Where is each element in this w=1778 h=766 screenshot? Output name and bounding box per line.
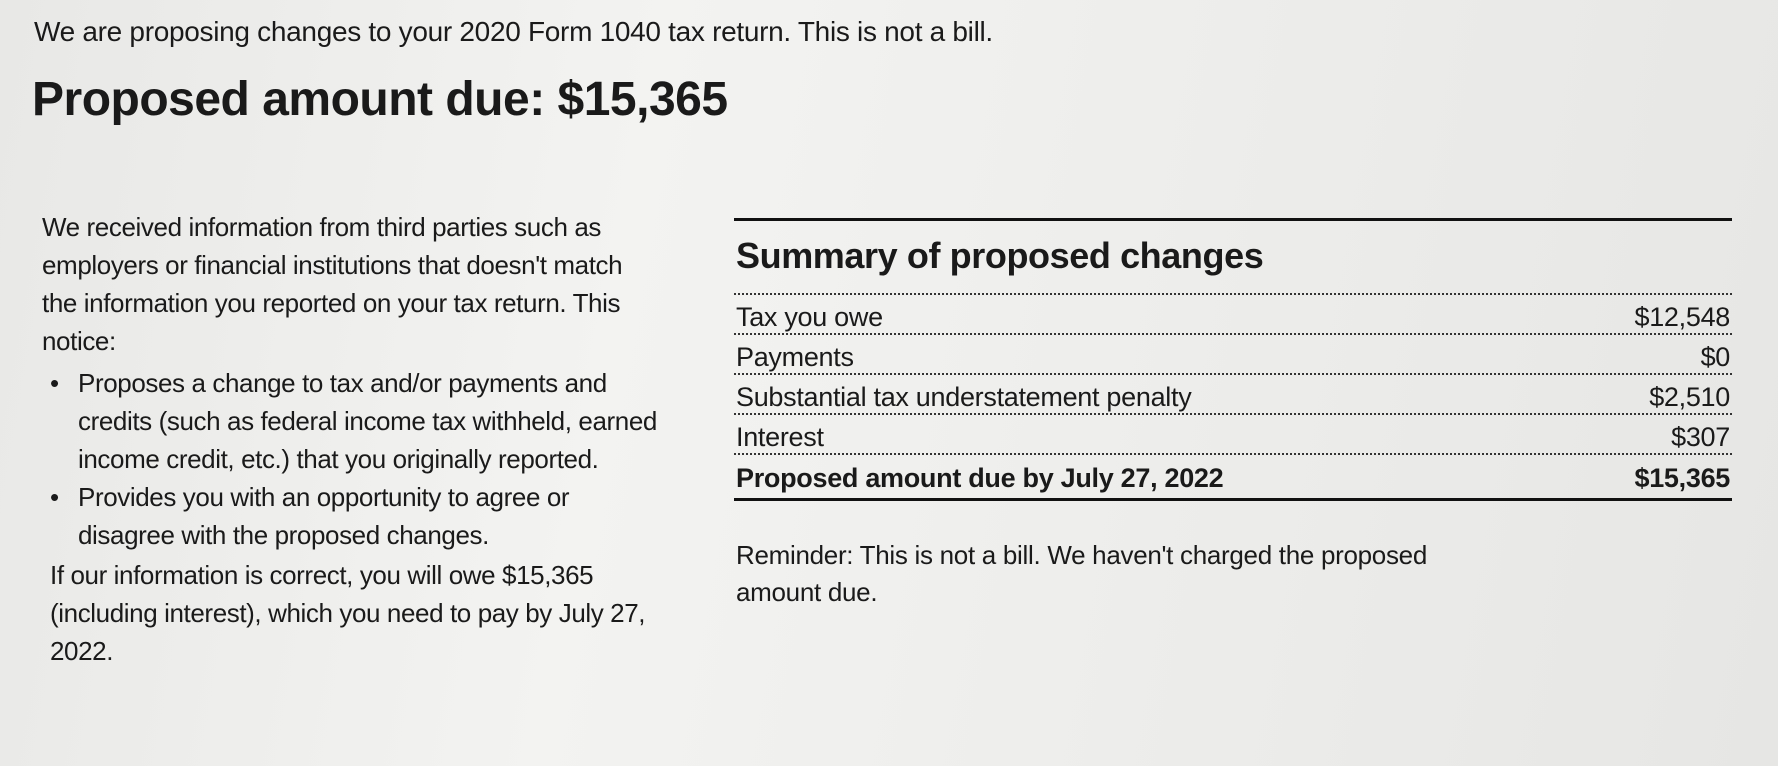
summary-top-rule (734, 218, 1732, 221)
bullet-dot-icon: • (50, 368, 59, 398)
explanation-section (42, 208, 662, 670)
explanation-paragraph: We received information from third parties such as employers or financial institutions that doesn't match the information you reported on your tax return. This notice: (42, 212, 623, 356)
summary-row (734, 335, 1732, 375)
summary-row-amount: $12,548 (1634, 302, 1730, 332)
summary-row-label: Payments (736, 342, 854, 372)
explanation-bullet-text: Provides you with an opportunity to agree or disagree with the proposed changes. (78, 482, 570, 550)
summary-row-label: Substantial tax understatement penalty (736, 382, 1192, 412)
summary-row-amount: $307 (1671, 422, 1730, 452)
explanation-bullet-list (42, 364, 662, 554)
summary-row (734, 375, 1732, 415)
summary-row-label: Tax you owe (736, 302, 883, 332)
notice-intro: We are proposing changes to your 2020 Form 1040 tax return. This is not a bill. (34, 16, 993, 47)
summary-reminder: Reminder: This is not a bill. We haven't charged the proposed amount due. (736, 540, 1427, 607)
summary-section (734, 218, 1732, 611)
summary-table (734, 293, 1732, 501)
explanation-closing: If our information is correct, you will owe $15,365 (including interest), which you need to pay by July 27, 2022. (50, 560, 646, 666)
summary-row (734, 415, 1732, 455)
proposed-amount-headline: Proposed amount due: $15,365 (32, 73, 728, 126)
summary-total-row (734, 455, 1732, 501)
summary-title: Summary of proposed changes (736, 235, 1264, 276)
explanation-bullet (42, 364, 662, 478)
explanation-bullet (42, 478, 662, 554)
summary-row-amount: $2,510 (1649, 382, 1730, 412)
summary-total-amount: $15,365 (1634, 463, 1730, 493)
explanation-bullet-text: Proposes a change to tax and/or payments and credits (such as federal income tax withheld, earned income credit, etc.) that you originally reported. (78, 368, 657, 474)
summary-row (734, 295, 1732, 335)
summary-row-label: Interest (736, 422, 824, 452)
bullet-dot-icon: • (50, 482, 59, 512)
summary-total-label: Proposed amount due by July 27, 2022 (736, 463, 1224, 493)
summary-row-amount: $0 (1700, 342, 1730, 372)
